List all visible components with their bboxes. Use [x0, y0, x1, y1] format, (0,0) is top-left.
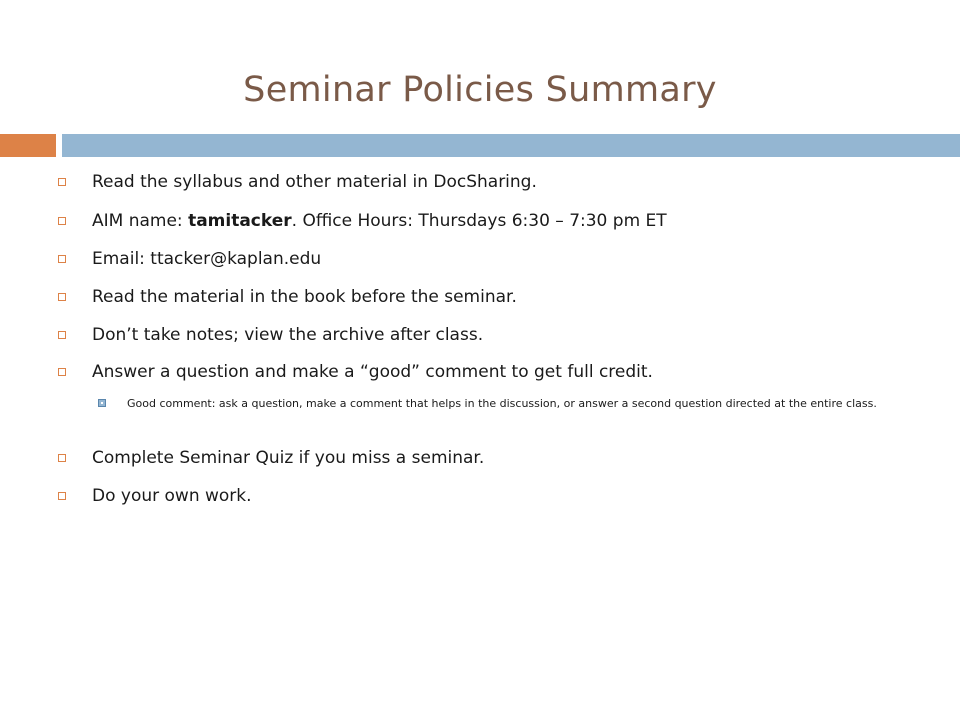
list-item-text: Complete Seminar Quiz if you miss a seminar.	[92, 448, 485, 468]
square-bullet-icon	[58, 492, 66, 500]
email-text: Email: ttacker@kaplan.edu	[92, 249, 322, 269]
square-bullet-icon	[58, 454, 66, 462]
list-item-text: Don’t take notes; view the archive after class.	[92, 325, 484, 345]
filled-square-bullet-icon	[98, 399, 106, 407]
square-bullet-icon	[58, 255, 66, 263]
list-item-text: Read the material in the book before the seminar.	[92, 287, 517, 307]
office-hours: . Office Hours: Thursdays 6:30 – 7:30 pm ET	[291, 211, 667, 231]
list-item-text	[92, 210, 667, 232]
list-item-text: Do your own work.	[92, 486, 252, 506]
square-bullet-icon	[58, 293, 66, 301]
square-bullet-icon	[58, 331, 66, 339]
square-bullet-icon	[58, 178, 66, 186]
aim-label: AIM name:	[92, 211, 189, 231]
aim-name: tamitacker	[188, 211, 292, 231]
sub-list-item-text: Good comment: ask a question, make a comment that helps in the discussion, or answer a second question directed at the entire class.	[127, 397, 877, 410]
square-bullet-icon	[58, 217, 66, 225]
square-bullet-icon	[58, 368, 66, 376]
slide-title: Seminar Policies Summary	[243, 70, 717, 110]
list-item-text: Read the syllabus and other material in DocSharing.	[92, 172, 537, 192]
list-item-text: Answer a question and make a “good” comment to get full credit.	[92, 362, 653, 382]
